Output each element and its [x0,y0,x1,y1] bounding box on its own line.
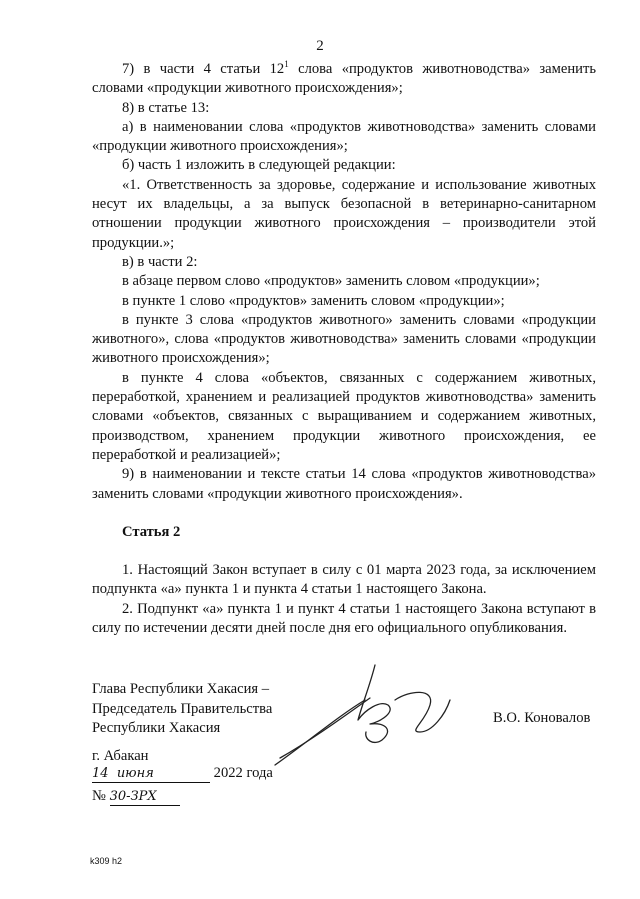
item-9: 9) в наименовании и тексте статьи 14 слова «продуктов животноводства» заменить словами «продукции животного происхождения». [92,466,596,502]
number-handwritten: 30-ЗРХ [110,789,180,806]
page-number: 2 [316,38,324,54]
item-8b: б) часть 1 изложить в следующей редакции: [122,157,396,174]
article-2-paragraph-2: 2. Подпункт «а» пункта 1 и пункт 4 статьи 1 настоящего Закона вступают в силу по истечении десяти дней после дня его официального опубликования. [92,600,596,637]
sub-item: в пункте 4 слова «объектов, связанных с содержанием животных, переработкой, хранением и реализацией продуктов животноводства» заменить словами «объектов, связанных с выращиванием и содержанием животных, производством, хранением продукции животного происхождения, ее переработкой и реализацией»; [92,369,596,463]
item-8: 8) в статье 13: [122,99,210,116]
signatory-title: Глава Республики Хакасия – Председатель Правительства Республики Хакасия [92,681,273,736]
item-8v: в) в части 2: [122,253,198,270]
sub-item: в пункте 1 слово «продуктов» заменить словом «продукции»; [122,292,505,309]
superscript: 1 [284,59,289,70]
sub-item: в пункте 3 слова «продуктов животного» заменить словами «продукции животного», слова «продуктов животноводства» заменить словами «продукции животного происхождения»; [92,311,596,367]
law-number: № 30-ЗРХ [92,788,180,806]
signing-date: 14 июня 2022 года [92,765,273,781]
sub-item: в абзаце первом слово «продуктов» заменить словом «продукции»; [122,273,540,290]
article-2-heading: Статья 2 [122,523,181,540]
article-2-paragraph-1: 1. Настоящий Закон вступает в силу с 01 марта 2023 года, за исключением подпункта «а» пункта 1 и пункта 4 статьи 1 настоящего Закона. [92,562,596,598]
item-8a: а) в наименовании слова «продуктов животноводства» заменить словами «продукции животного происхождения»; [92,118,596,155]
item-7: 7) в части 4 статьи $12^1$ слова «продуктов животноводства» заменить словами «продукции животного происхождения»; [92,59,597,97]
date-handwritten: 14 июня [92,766,210,783]
signatory-name: В.О. Коновалов [493,710,591,726]
quoted-text: «1. Ответственность за здоровье, содержание и использование животных несут их владельцы, а за выпуск безопасной в ветеринарно-санитарном отношении продукции животного происхождения – производители этой продукции.»; [92,176,596,251]
handwritten-signature [270,660,460,770]
footer-code: k309 h2 [90,856,123,866]
place-of-signing: г. Абакан [92,748,149,764]
document-body [92,60,596,638]
